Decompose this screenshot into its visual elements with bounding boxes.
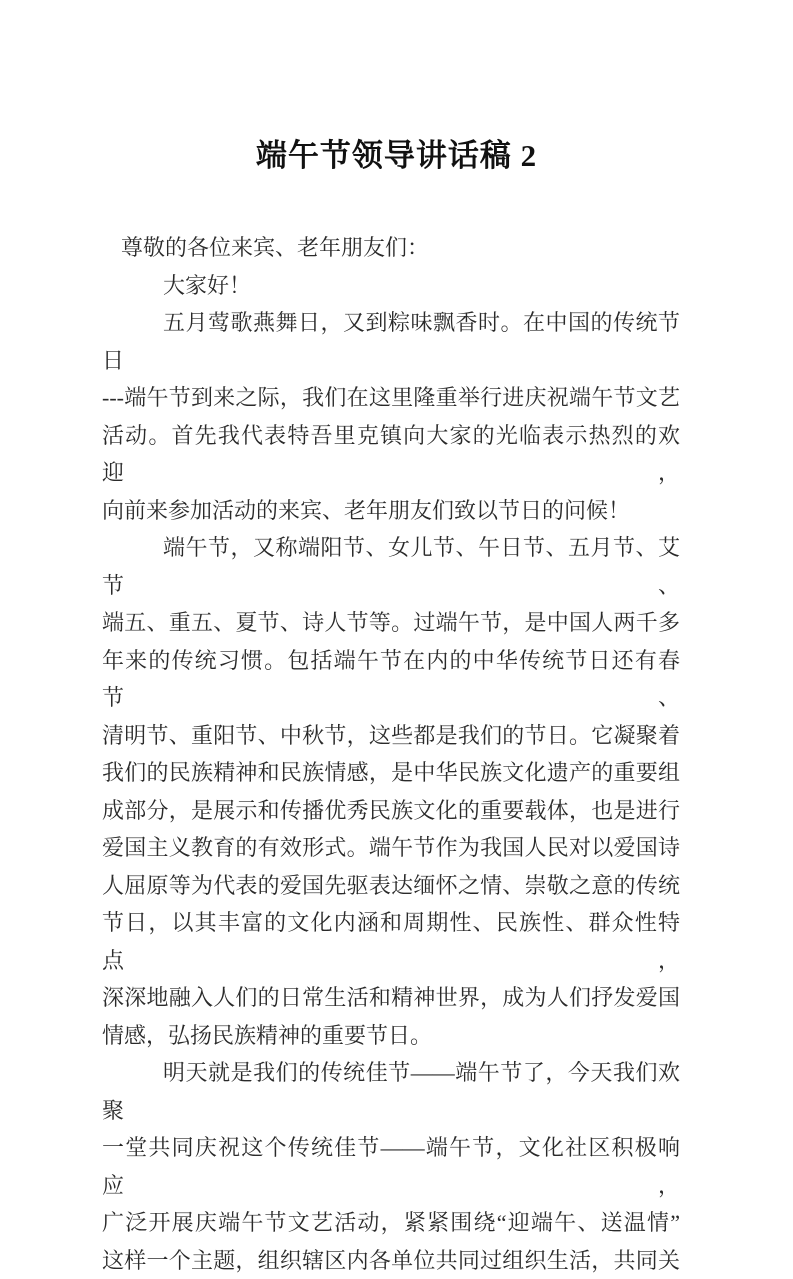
page-title: 端午节领导讲话稿 2 xyxy=(0,0,793,178)
text-line: 人屈原等为代表的爱国先驱表达缅怀之情、崇敬之意的传统 xyxy=(102,867,680,905)
text-line: 向前来参加活动的来宾、老年朋友们致以节日的问候！ xyxy=(102,492,680,530)
text-line: 这样一个主题，组织辖区内各单位共同过组织生活，共同关 xyxy=(102,1242,680,1279)
document-body xyxy=(102,229,680,1279)
text-line: 尊敬的各位来宾、老年朋友们： xyxy=(102,229,680,267)
text-line: 我们的民族精神和民族情感，是中华民族文化遗产的重要组 xyxy=(102,754,680,792)
text-line: 情感，弘扬民族精神的重要节日。 xyxy=(102,1017,680,1055)
text-line: 一堂共同庆祝这个传统佳节——端午节，文化社区积极响应， xyxy=(102,1129,680,1204)
text-line: 年来的传统习惯。包括端午节在内的中华传统节日还有春节、 xyxy=(102,642,680,717)
text-line: 成部分，是展示和传播优秀民族文化的重要载体，也是进行 xyxy=(102,792,680,830)
text-line: 明天就是我们的传统佳节——端午节了，今天我们欢聚 xyxy=(102,1054,680,1129)
text-line: 端五、重五、夏节、诗人节等。过端午节，是中国人两千多 xyxy=(102,604,680,642)
text-line: ---端午节到来之际，我们在这里隆重举行进庆祝端午节文艺 xyxy=(102,379,680,417)
text-line: 深深地融入人们的日常生活和精神世界，成为人们抒发爱国 xyxy=(102,979,680,1017)
text-line: 大家好！ xyxy=(102,267,680,305)
text-line: 端午节，又称端阳节、女儿节、午日节、五月节、艾节、 xyxy=(102,529,680,604)
text-line: 活动。首先我代表特吾里克镇向大家的光临表示热烈的欢迎， xyxy=(102,417,680,492)
text-line: 爱国主义教育的有效形式。端午节作为我国人民对以爱国诗 xyxy=(102,829,680,867)
text-line: 五月莺歌燕舞日，又到粽味飘香时。在中国的传统节日 xyxy=(102,304,680,379)
text-line: 节日，以其丰富的文化内涵和周期性、民族性、群众性特点， xyxy=(102,904,680,979)
text-line: 广泛开展庆端午节文艺活动，紧紧围绕“迎端午、送温情” xyxy=(102,1204,680,1242)
text-line: 清明节、重阳节、中秋节，这些都是我们的节日。它凝聚着 xyxy=(102,717,680,755)
